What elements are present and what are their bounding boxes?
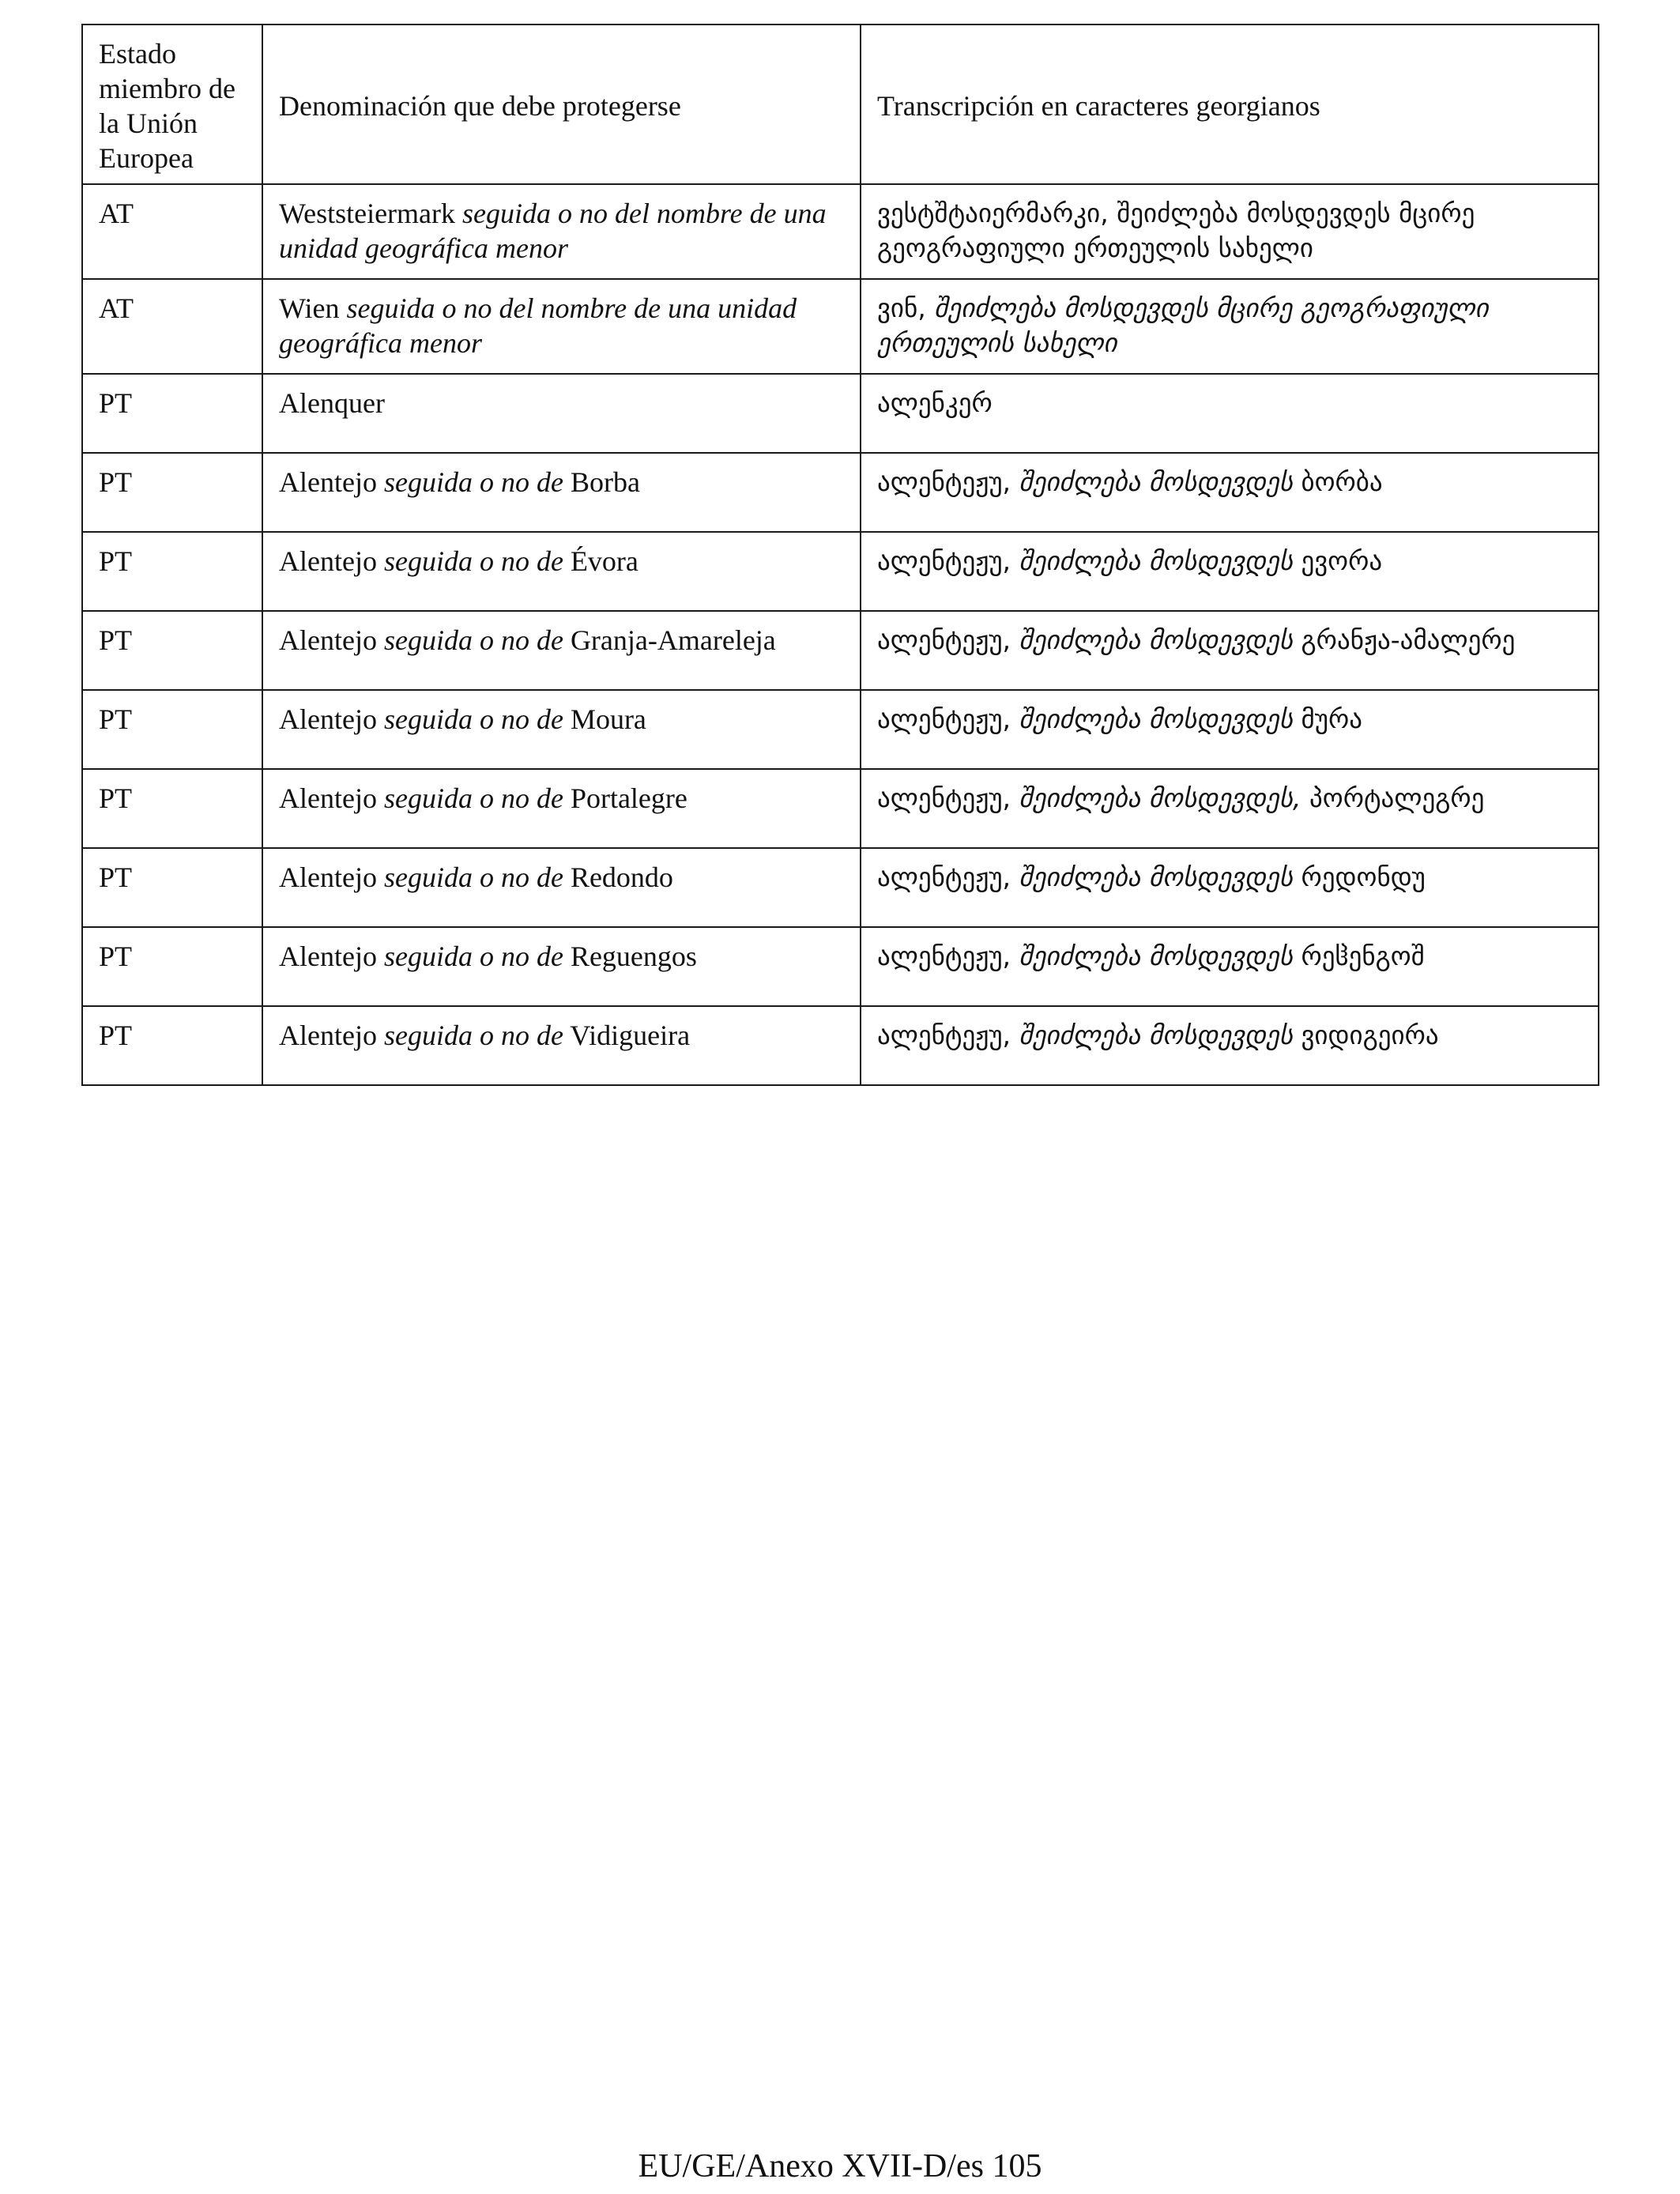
table-row bbox=[82, 769, 1599, 848]
denomination-name: Alentejo bbox=[279, 1020, 377, 1051]
denomination-qualifier: seguida o no del nombre de una unidad geográfica menor bbox=[279, 198, 827, 264]
georgian-name: ალენტეჟუ, bbox=[877, 941, 1011, 971]
cell-state: PT bbox=[82, 532, 262, 611]
cell-georgian bbox=[861, 374, 1599, 453]
georgian-suffix: გრანჟა-ამალერე bbox=[1301, 624, 1516, 655]
cell-denomination bbox=[262, 927, 861, 1006]
cell-denomination bbox=[262, 279, 861, 374]
table-row bbox=[82, 848, 1599, 927]
georgian-suffix: პორტალეგრე bbox=[1309, 782, 1485, 813]
denomination-suffix: Redondo bbox=[570, 861, 673, 893]
georgian-qualifier: შეიძლება მოსდევდეს bbox=[1019, 466, 1293, 497]
denomination-name: Alenquer bbox=[279, 387, 385, 419]
denomination-name: Alentejo bbox=[279, 466, 377, 498]
cell-georgian bbox=[861, 453, 1599, 532]
denomination-qualifier: seguida o no de bbox=[383, 703, 563, 735]
denomination-suffix: Moura bbox=[570, 703, 646, 735]
georgian-qualifier: შეიძლება მოსდევდეს bbox=[1019, 624, 1293, 655]
cell-state: PT bbox=[82, 374, 262, 453]
cell-denomination bbox=[262, 1006, 861, 1085]
denomination-suffix: Reguengos bbox=[570, 941, 697, 972]
denomination-name: Wien bbox=[279, 292, 340, 324]
georgian-qualifier: შეიძლება მოსდევდეს bbox=[1019, 861, 1293, 892]
georgian-name: ვესტშტაიერმარკი, შეიძლება მოსდევდეს მცირე გეოგრაფიული ერთეულის სახელი bbox=[877, 198, 1475, 263]
cell-georgian bbox=[861, 848, 1599, 927]
cell-georgian bbox=[861, 927, 1599, 1006]
table-row bbox=[82, 1006, 1599, 1085]
georgian-qualifier: შეიძლება მოსდევდეს მცირე გეოგრაფიული ერთეულის სახელი bbox=[877, 292, 1489, 358]
cell-denomination bbox=[262, 690, 861, 769]
georgian-name: ალენტეჟუ, bbox=[877, 466, 1011, 497]
georgian-suffix: მურა bbox=[1301, 703, 1363, 734]
denomination-suffix: Portalegre bbox=[570, 782, 687, 814]
georgian-name: ვინ, bbox=[877, 292, 926, 323]
denomination-qualifier: seguida o no del nombre de una unidad geográfica menor bbox=[279, 292, 797, 359]
denomination-suffix: Évora bbox=[570, 545, 638, 577]
table-row bbox=[82, 279, 1599, 374]
cell-georgian bbox=[861, 279, 1599, 374]
cell-denomination bbox=[262, 532, 861, 611]
cell-denomination bbox=[262, 769, 861, 848]
denomination-qualifier: seguida o no de bbox=[383, 782, 563, 814]
georgian-name: ალენტეჟუ, bbox=[877, 624, 1011, 655]
header-georgian-transcription: Transcripción en caracteres georgianos bbox=[861, 25, 1599, 184]
denomination-name: Alentejo bbox=[279, 703, 377, 735]
denomination-name: Alentejo bbox=[279, 782, 377, 814]
georgian-name: ალენტეჟუ, bbox=[877, 545, 1011, 576]
georgian-name: ალენკერ bbox=[877, 387, 993, 418]
table-header-row bbox=[82, 25, 1599, 184]
table-row bbox=[82, 611, 1599, 690]
denomination-name: Alentejo bbox=[279, 861, 377, 893]
denomination-suffix: Borba bbox=[570, 466, 640, 498]
denomination-name: Alentejo bbox=[279, 545, 377, 577]
table-row bbox=[82, 374, 1599, 453]
header-denomination: Denominación que debe protegerse bbox=[262, 25, 861, 184]
denomination-qualifier: seguida o no de bbox=[383, 1020, 563, 1051]
georgian-qualifier: შეიძლება მოსდევდეს bbox=[1019, 703, 1293, 734]
georgian-suffix: რედონდუ bbox=[1301, 861, 1426, 892]
header-member-state: Estado miembro de la Unión Europea bbox=[82, 25, 262, 184]
denomination-qualifier: seguida o no de bbox=[383, 466, 563, 498]
georgian-qualifier: შეიძლება მოსდევდეს, bbox=[1019, 782, 1301, 813]
cell-georgian bbox=[861, 769, 1599, 848]
georgian-name: ალენტეჟუ, bbox=[877, 782, 1011, 813]
cell-georgian bbox=[861, 1006, 1599, 1085]
cell-georgian bbox=[861, 690, 1599, 769]
cell-georgian bbox=[861, 611, 1599, 690]
cell-denomination bbox=[262, 184, 861, 279]
cell-denomination bbox=[262, 848, 861, 927]
denomination-qualifier: seguida o no de bbox=[383, 624, 563, 656]
georgian-name: ალენტეჟუ, bbox=[877, 703, 1011, 734]
table-row bbox=[82, 453, 1599, 532]
georgian-suffix: ევორა bbox=[1301, 545, 1383, 576]
cell-state: AT bbox=[82, 184, 262, 279]
georgian-suffix: ბორბა bbox=[1301, 466, 1383, 497]
cell-state: PT bbox=[82, 453, 262, 532]
denomination-suffix: Granja-Amareleja bbox=[570, 624, 776, 656]
cell-state: PT bbox=[82, 611, 262, 690]
cell-state: PT bbox=[82, 927, 262, 1006]
denomination-qualifier: seguida o no de bbox=[383, 861, 563, 893]
denomination-name: Alentejo bbox=[279, 941, 377, 972]
table-row bbox=[82, 532, 1599, 611]
cell-denomination bbox=[262, 453, 861, 532]
geographical-indications-table bbox=[81, 24, 1599, 1086]
denomination-qualifier: seguida o no de bbox=[383, 545, 563, 577]
georgian-suffix: ვიდიგეირა bbox=[1301, 1020, 1439, 1050]
table-row bbox=[82, 690, 1599, 769]
georgian-qualifier: შეიძლება მოსდევდეს bbox=[1019, 941, 1293, 971]
georgian-name: ალენტეჟუ, bbox=[877, 1020, 1011, 1050]
cell-state: AT bbox=[82, 279, 262, 374]
cell-georgian bbox=[861, 184, 1599, 279]
denomination-name: Weststeiermark bbox=[279, 198, 456, 229]
cell-state: PT bbox=[82, 690, 262, 769]
cell-state: PT bbox=[82, 1006, 262, 1085]
page-footer: EU/GE/Anexo XVII-D/es 105 bbox=[638, 2148, 1042, 2185]
table-row bbox=[82, 927, 1599, 1006]
cell-state: PT bbox=[82, 769, 262, 848]
table-row bbox=[82, 184, 1599, 279]
denomination-suffix: Vidigueira bbox=[570, 1020, 691, 1051]
denomination-qualifier: seguida o no de bbox=[383, 941, 563, 972]
georgian-qualifier: შეიძლება მოსდევდეს bbox=[1019, 545, 1293, 576]
cell-georgian bbox=[861, 532, 1599, 611]
cell-denomination bbox=[262, 611, 861, 690]
cell-state: PT bbox=[82, 848, 262, 927]
georgian-name: ალენტეჟუ, bbox=[877, 861, 1011, 892]
denomination-name: Alentejo bbox=[279, 624, 377, 656]
georgian-suffix: რეჱენგოშ bbox=[1301, 941, 1425, 971]
cell-denomination bbox=[262, 374, 861, 453]
georgian-qualifier: შეიძლება მოსდევდეს bbox=[1019, 1020, 1293, 1050]
